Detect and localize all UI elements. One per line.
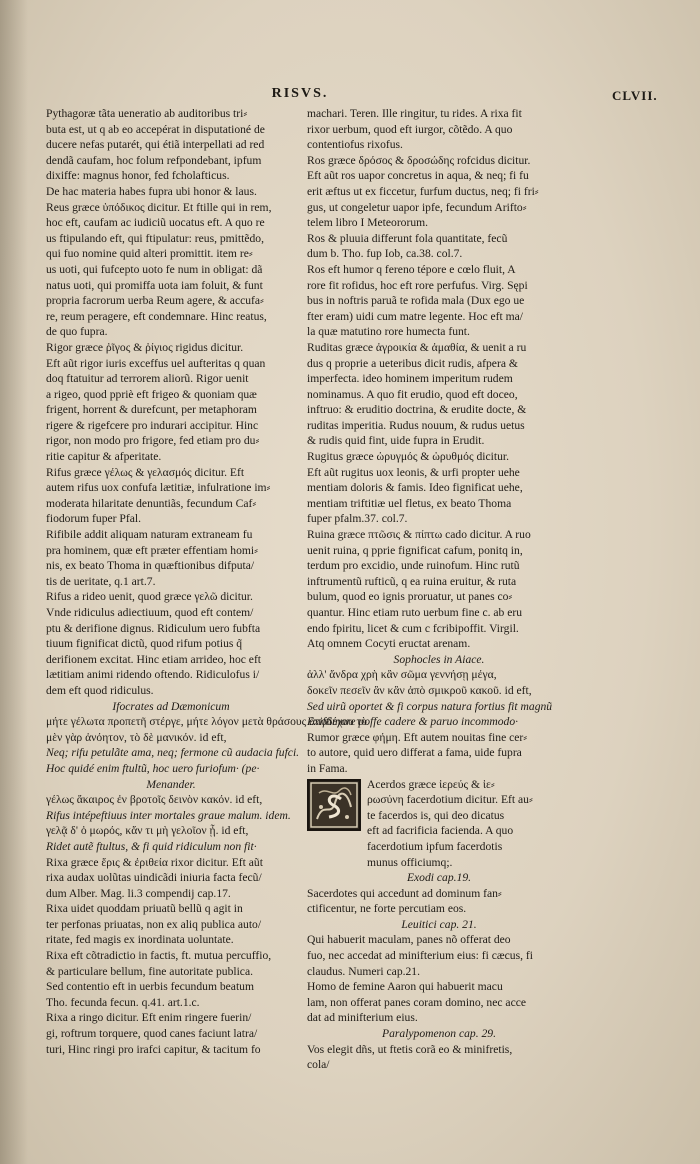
text-line: gi, roftrum torquere, quod canes faciunt latra/	[46, 1027, 258, 1041]
text-line: Ros græce δρόσος & δροσώδης rofcidus dicitur.	[307, 153, 531, 167]
isocrates-latin-line-2: Hoc quidé enim ftultũ, hoc uero furiofum· (pe·	[46, 761, 260, 775]
text-line: to autore, quid uero differat a fama, uide fupra	[307, 746, 522, 760]
left-column-rixa-entries	[46, 855, 296, 1058]
text-line: Tho. fecunda fecun. q.41. art.1.c.	[46, 995, 200, 1009]
text-line: natus uoti, qui promiffa uota iam foluit, & funt	[46, 278, 263, 292]
text-line: & rudis quid fint, uide fupra in Erudit.	[307, 434, 485, 448]
page-number: CLVII.	[612, 88, 658, 103]
text-line: derifionem excitat. Hinc etiam arrideo, hoc eft	[46, 652, 262, 666]
text-line: ruditas imperitia. Rudus nouum, & rudus uetus	[307, 418, 525, 432]
menander-heading: Menander.	[146, 777, 196, 791]
ornament-icon	[309, 781, 359, 829]
text-line: dat ad minifterium eius.	[307, 1011, 418, 1025]
right-column	[307, 106, 571, 1073]
text-line: & particulare bellum, fine autoritate publica.	[46, 964, 253, 978]
text-line: dum Alber. Mag. li.3 compendij cap.17.	[46, 886, 231, 900]
paralipomenon-quote	[307, 1042, 571, 1073]
text-line: inftrumentũ rufticũ, q ea ruina eruitur, & ruta	[307, 574, 517, 588]
text-line: Eft aũt rugitus uox leonis, & urfi propter uehe	[307, 465, 520, 479]
text-line: dem eft quod ridiculus.	[46, 683, 154, 697]
menander-latin-line-1: Rifus intépeftiuus inter mortales graue malum. idem.	[46, 808, 291, 822]
text-line: Ruina græce πτῶσις & πίπτω cado dicitur. A ruo	[307, 528, 531, 542]
text-line: Rixa eft cõtradictio in factis, ft. mutua percuffio,	[46, 949, 272, 963]
text-line: Atq omnem Cocyti eructat arenam.	[307, 637, 471, 651]
text-line: frigent, horrent & durefcunt, per metaphoram	[46, 403, 257, 417]
text-line: Vnde ridiculus adiectiuum, quod eft contem/	[46, 606, 254, 619]
text-line: Reus græce ὑπόδικος dicitur. Et ftille qui in rem,	[46, 200, 272, 214]
text-line: autem rifus uox confufa lætitiæ, infulratione im⸗	[46, 481, 271, 495]
text-line: machari. Teren. Ille ringitur, tu rides. A rixa fit	[307, 107, 522, 120]
text-line: lætitiam animi ridendo oftendo. Ridiculofus i/	[46, 668, 260, 682]
text-line: dendã caufam, hoc folum refpondebant, ipfum	[46, 153, 262, 167]
text-line: Rixa græce ἔρις & ἐριθεία rixor dicitur. Eft aũt	[46, 855, 263, 869]
text-line: Ruditas græce ἀγροικία & ἀμαθία, & uenit a ru	[307, 340, 527, 354]
isocrates-heading: Ifocrates ad Dæmonicum	[112, 699, 230, 713]
sophocles-latin-line-2: Exiftimare poffe cadere & paruo incommodo·	[307, 715, 519, 729]
text-line: mentiam doloris & famis. Ideo fignificat uehe,	[307, 481, 523, 495]
text-line: Acerdos græce ἱερεύς & ἱε⸗	[367, 777, 495, 791]
text-line: rixa audax uolũtas uindicãdi iniuria facta fecũ/	[46, 871, 262, 885]
text-line: ritate, fed magis ex inordinata uoluntate.	[46, 933, 234, 947]
text-line: Rifus a rideo uenit, quod græce γελῶ dicitur.	[46, 590, 253, 604]
text-line: Eft aũt rigor iuris exceffus uel aufteritas q quan	[46, 356, 266, 370]
text-line: Rugitus græce ὠρυγμός & ὠρυθμός dicitur.	[307, 450, 509, 464]
text-line: endo fpiritu, licet & cum c fcribipoffit. Virgil.	[307, 621, 519, 635]
sophocles-greek-line-2: δοκεῖν πεσεῖν ἂν κἂν ἀπὸ σμικροῦ κακοῦ. id eft,	[307, 683, 532, 697]
text-line: Eft aũt ros uapor concretus in aqua, & neq; fi fu	[307, 169, 529, 183]
text-line: pra hominem, quæ eft præter effentiam homi⸗	[46, 543, 258, 557]
text-line: moderata hilaritate denuntiãs, fecundum Caf⸗	[46, 496, 257, 510]
leviticus-quote	[307, 932, 571, 1026]
text-line: fuper pfalm.37. col.7.	[307, 512, 408, 526]
text-line: te facerdos is, qui deo dicatus	[367, 808, 505, 822]
text-line: Vos elegit dñs, ut ftetis corã eo & minifretis,	[307, 1042, 513, 1056]
text-line: bus in noftris paruã te rofida mala (Dux ego ue	[307, 294, 525, 308]
text-line: re, reum peragere, eft condemnare. Hinc reatus,	[46, 309, 267, 323]
text-line: Rixa uidet quoddam priuatũ bellũ q agit in	[46, 902, 243, 916]
text-line: quantur. Hinc etiam ruto uerbum fine c. ab eru	[307, 606, 523, 619]
sacerdos-entry	[307, 777, 571, 871]
isocrates-greek-line-1: μήτε γέλωτα προπετῆ στέργε, μήτε λόγον μετὰ θράσους ἀποδέχου τὸ	[46, 715, 367, 729]
isocrates-greek-line-2: μὲν γὰρ ἀνόητον, τὸ δὲ μανικόν. id eft,	[46, 730, 227, 744]
text-line: rigor, non modo pro frigore, fed etiam pro du⸗	[46, 434, 260, 448]
right-column-entries	[307, 106, 571, 652]
sophocles-greek-line-1: ἀλλ' ἄνδρα χρὴ κἂν σῶμα γεννήσῃ μέγα,	[307, 668, 497, 682]
text-line: Sacerdotes qui accedunt ad dominum fan⸗	[307, 886, 502, 900]
text-line: tis de ueritate, q.1 art.7.	[46, 574, 156, 588]
text-line: dixiffe: magnus honor, fed fcholafticus.	[46, 169, 230, 183]
text-line: lam, non offerat panes coram domino, nec acce	[307, 995, 527, 1009]
paralipomenon-heading: Paralypomenon cap. 29.	[382, 1027, 496, 1041]
text-line: ter perfonas priuatas, non ex aliq publica auto/	[46, 917, 262, 931]
text-line: ρωσύνη facerdotium dicitur. Eft au⸗	[367, 793, 533, 807]
text-line: facerdotium ipfum facerdotis	[367, 839, 503, 853]
text-line: ritie capitur & afperitate.	[46, 450, 162, 464]
text-line: Rifus græce γέλως & γελασμός dicitur. Eft	[46, 465, 245, 479]
running-head: RISVS.	[271, 86, 329, 101]
text-line: eft ad facrificia facienda. A quo	[367, 824, 514, 838]
left-column-entries	[46, 106, 296, 699]
text-line: doq ftatuitur ad terrorem aliorũ. Rigor uenit	[46, 372, 249, 386]
text-line: de quo fupra.	[46, 325, 108, 339]
text-line: cola/	[307, 1058, 330, 1072]
text-line: dum b. Tho. fup Iob, ca.38. col.7.	[307, 247, 463, 261]
text-line: telem libro I Meteororum.	[307, 216, 429, 230]
text-line: buta est, ut q ab eo accepérat in disputationé de	[46, 122, 265, 136]
text-line: munus officiumq;.	[367, 855, 453, 869]
text-line: hoc eft, caufam ac iudiciũ uocatus eft. A quo re	[46, 216, 265, 230]
text-line: rixor uerbum, quod eft iurgor, cõtẽdo. A quo	[307, 122, 513, 136]
text-line: turi, Hinc ringi pro irafci capitur, & tacitum fo	[46, 1042, 261, 1056]
text-line: Ros eft humor q fereno tépore e cœlo fluit, A	[307, 262, 516, 276]
menander-latin-line-2: Ridet autẽ ftultus, & fi quid ridiculum non fit·	[46, 839, 257, 853]
sophocles-heading: Sophocles in Aiace.	[393, 652, 485, 666]
text-line: qui fuo nomine quid alteri promittit. item re⸗	[46, 247, 253, 261]
text-line: rore fit rofidus, hoc eft rore perfufus. Virg. Sępi	[307, 278, 528, 292]
exodus-quote	[307, 886, 571, 917]
decorated-initial-s	[307, 779, 361, 831]
text-line: Qui habuerit maculam, panes nõ offerat deo	[307, 933, 511, 947]
text-line: uenit ruina, q pprie fignificat cafum, ponitq in,	[307, 543, 523, 557]
sophocles-latin-line-1: Sed uirũ oportet & fi corpus natura fortius fit magnũ	[307, 699, 553, 713]
text-line: inftruo: & eruditio doctrina, & erudite docte, &	[307, 403, 527, 417]
exodus-heading: Exodi cap.19.	[406, 871, 472, 885]
text-line: bulum, quod eo ignis proruatur, ut panes co⸗	[307, 590, 513, 604]
text-line: fiodorum fuper Pfal.	[46, 512, 141, 526]
text-line: Pythagoræ tãta ueneratio ab auditoribus tri⸗	[46, 107, 248, 120]
menander-greek-line-1: γέλως ἄκαιρος ἐν βροτοῖς δεινὸν κακόν. id eft,	[46, 793, 263, 807]
text-line: contentiofus rixofus.	[307, 138, 403, 152]
text-line: us uoti, qui fufcepto uoto fe num in obligat: dã	[46, 262, 263, 276]
text-line: gus, ut congeletur uapor ipfe, fecundum Arifto⸗	[307, 200, 527, 214]
text-line: mentiam triftitiæ uel fletus, ex beato Thoma	[307, 496, 512, 510]
text-line: claudus. Numeri cap.21.	[307, 964, 421, 978]
text-line: terdum pro excidio, unde ruinofum. Hinc rutũ	[307, 559, 520, 573]
text-line: a rigeo, quod ppriè eft frigeo & quoniam quæ	[46, 387, 257, 401]
text-line: ducere nefas putarét, qui étiã interpellati ad red	[46, 138, 265, 152]
text-line: imperfecta. ideo hominem imperitum rudem	[307, 372, 513, 386]
isocrates-latin-line-1: Neq; rifu petulãte ama, neq; fermone cũ audacia fufci.	[46, 746, 300, 760]
menander-greek-line-2: γελᾷ δ' ὁ μωρός, κἄν τι μὴ γελοῖον ᾖ. id eft,	[46, 824, 249, 838]
text-line: Rumor græce φήμη. Eft autem nouitas fine cer⸗	[307, 730, 528, 744]
text-line: nis, ex beato Thoma in quæftionibus difputa/	[46, 559, 255, 573]
text-line: la quæ matutino rore humecta funt.	[307, 325, 470, 339]
text-line: Sed contentio eft in uerbis fecundum beatum	[46, 980, 254, 994]
sacerdos-definition	[367, 777, 533, 871]
rumor-entry	[307, 730, 571, 777]
text-line: Rixa a ringo dicitur. Eft enim ringere fuerin/	[46, 1011, 252, 1025]
text-line: tiuum fignificat dictũ, quod rifum potius q̃	[46, 637, 243, 651]
text-line: us ftipulando eft, qui ftipulatur: reus, pmittẽdo,	[46, 231, 264, 245]
text-line: De hac materia habes fupra ubi honor & laus.	[46, 184, 257, 198]
text-line: Homo de femine Aaron qui habuerit macu	[307, 980, 503, 994]
text-line: nominamus. A quo fit erudio, quod eft doceo,	[307, 387, 518, 401]
text-line: propria facrorum uerba Reum agere, & accufa⸗	[46, 294, 264, 308]
text-line: rigere & rigefcere pro indurari accipitur. Hinc	[46, 418, 259, 432]
leviticus-heading: Leuitici cap. 21.	[401, 917, 477, 931]
text-line: ptu & derifione dignus. Ridiculum uero fubfta	[46, 621, 261, 635]
text-line: in Fama.	[307, 761, 348, 775]
text-line: Rigor græce ῥῖγος & ῥίγιος rigidus dicitur.	[46, 340, 244, 354]
text-line: Rifibile addit aliquam naturam extraneam fu	[46, 528, 253, 542]
text-line: erit æftus ut ex ficcetur, furfum ductus, neq; fi fri⸗	[307, 184, 539, 198]
text-line: fuo, nec accedat ad minifterium eius: fi cæcus, fi	[307, 949, 533, 963]
text-line: ctificentur, ne forte percutiam eos.	[307, 902, 467, 916]
text-line: fter eram) uidi cum matre legente. Hoc eft ma/	[307, 309, 523, 323]
text-line: Ros & pluuia differunt fola quantitate, fecũ	[307, 231, 508, 245]
text-line: dus q proprie a ueteribus dicit rudis, afpera &	[307, 356, 518, 370]
